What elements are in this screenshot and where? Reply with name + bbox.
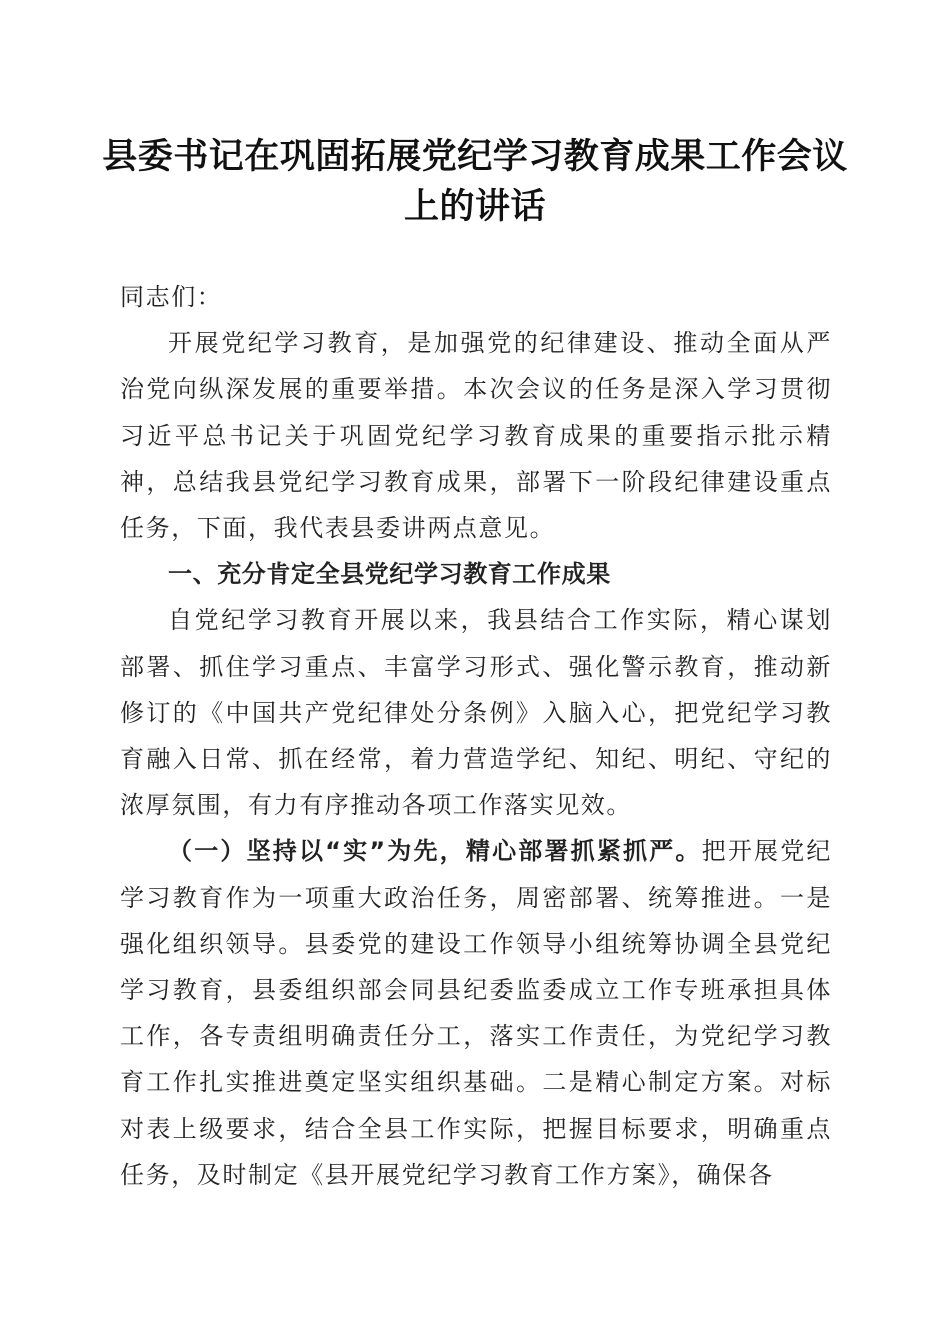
intro-paragraph: 开展党纪学习教育，是加强党的纪律建设、推动全面从严治党向纵深发展的重要举措。本次会议的任务是深入学习贯彻习近平总书记关于巩固党纪学习教育成果的重要指示批示精神，总结我县党纪学习教育成果，部署下一阶段纪律建设重点任务，下面，我代表县委讲两点意见。 — [120, 329, 832, 543]
subsection-paragraph — [120, 828, 832, 1198]
salutation: 同志们： — [120, 283, 223, 311]
subsection-heading: （一）坚持以“实”为先，精心部署抓紧抓严。 — [168, 837, 702, 866]
section-heading: 一、充分肯定全县党纪学习教育工作成果 — [168, 560, 611, 589]
subsection-text: 把开展党纪学习教育作为一项重大政治任务，周密部署、统筹推进。一是强化组织领导。县委党的建设工作领导小组统筹协调全县党纪学习教育，县委组织部会同县纪委监委成立工作专班承担具体工作，各专责组明确责任分工，落实工作责任，为党纪学习教育工作扎实推进奠定坚实组织基础。二是精心制定方案。对标对表上级要求，结合全县工作实际，把握目标要求，明确重点任务，及时制定《县开展党纪学习教育工作方案》，确保各 — [120, 837, 832, 1189]
document-title: 县委书记在巩固拓展党纪学习教育成果工作会议上的讲话 — [102, 136, 848, 227]
section-paragraph: 自党纪学习教育开展以来，我县结合工作实际，精心谋划部署、抓住学习重点、丰富学习形式、强化警示教育，推动新修订的《中国共产党纪律处分条例》入脑入心，把党纪学习教育融入日常、抓在经常，着力营造学纪、知纪、明纪、守纪的浓厚氛围，有力有序推动各项工作落实见效。 — [120, 606, 832, 820]
document-body — [120, 274, 832, 1198]
